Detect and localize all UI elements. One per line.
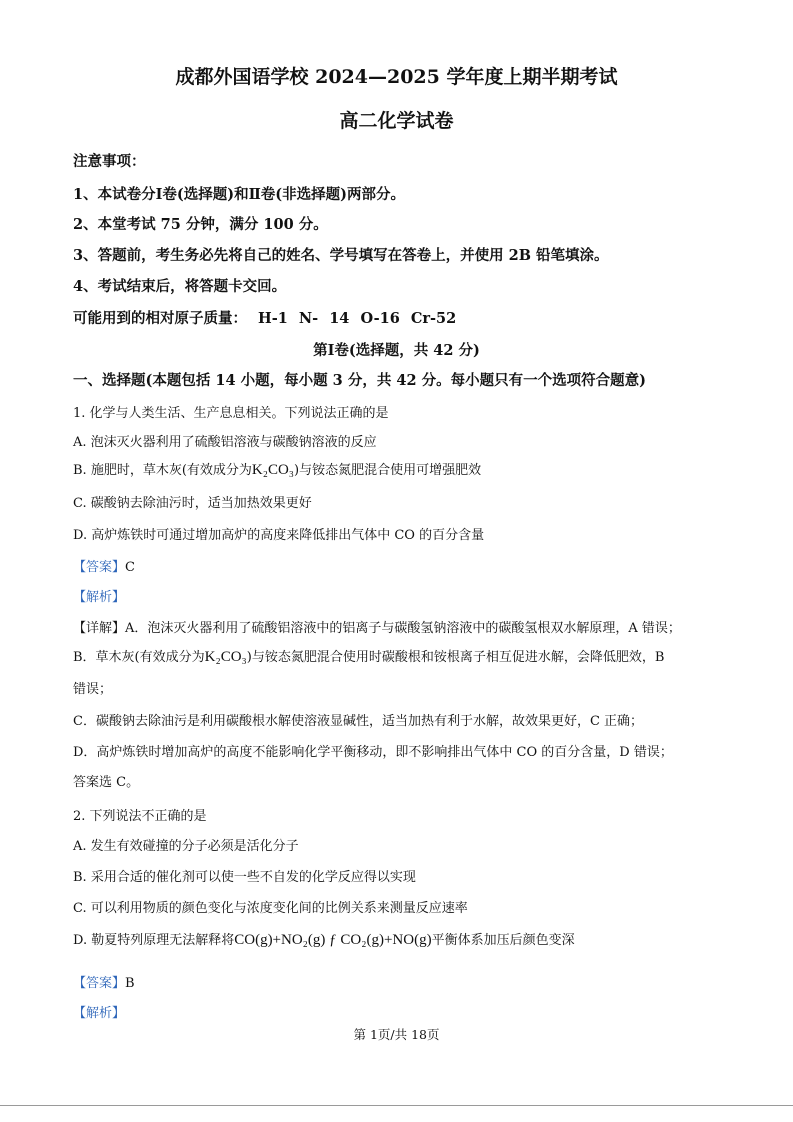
page-title: 成都外国语学校 2024—2025 学年度上期半期考试 — [175, 66, 618, 88]
answer-tag: 【答案】 — [73, 560, 126, 575]
answer-line — [73, 972, 135, 991]
question-1-stem: 1. 化学与人类生活、生产息息相关。下列说法正确的是 — [73, 406, 389, 421]
section-title: 第Ⅰ卷(选择题，共 42 分) — [313, 342, 480, 359]
chemical-formula: K₂CO₃ — [251, 462, 295, 478]
option-text: 平衡体系加压后颜色变深 — [431, 933, 575, 948]
question-1-option-a: A. 泡沫灭火器利用了硫酸铝溶液与碳酸钠溶液的反应 — [73, 435, 377, 450]
answer-value: B — [125, 976, 135, 991]
chemical-equation: CO(g)+NO₂(g) ƒ CO₂(g)+NO(g) — [234, 932, 432, 948]
notice-item: 1、本试卷分Ⅰ卷(选择题)和Ⅱ卷(非选择题)两部分。 — [73, 186, 406, 203]
atomic-mass-line: 可能用到的相对原子质量： H-1 N- 14 O-16 Cr-52 — [73, 310, 457, 327]
detail-c: C．碳酸钠去除油污是利用碳酸根水解使溶液显碱性，适当加热有利于水解，故效果更好，C 正确； — [73, 714, 644, 729]
notice-heading: 注意事项： — [73, 153, 146, 170]
page-subtitle: 高二化学试卷 — [339, 110, 454, 132]
question-2-option-d — [73, 929, 575, 949]
detail-text: A．泡沫灭火器利用了硫酸铝溶液中的铝离子与碳酸氢钠溶液中的碳酸氢根双水解原理，A 错误； — [125, 621, 681, 636]
question-1-option-d: D. 高炉炼铁时可通过增加高炉的高度来降低排出气体中 CO 的百分含量 — [73, 528, 485, 543]
conclusion: 答案选 C。 — [73, 775, 140, 790]
detail-b — [73, 646, 664, 666]
answer-value: C — [125, 560, 135, 575]
answer-line — [73, 556, 135, 575]
page-number: 第 1页/共 18页 — [353, 1027, 440, 1042]
question-2-option-b: B. 采用合适的催化剂可以使一些不自发的化学反应得以实现 — [73, 870, 416, 885]
chemical-formula: K₂CO₃ — [204, 649, 247, 665]
option-text: B. 施肥时，草木灰(有效成分为 — [73, 463, 252, 478]
option-text: )与铵态氮肥混合使用可增强肥效 — [294, 463, 482, 478]
notice-item: 2、本堂考试 75 分钟，满分 100 分。 — [73, 216, 328, 233]
detail-tag: 【详解】 — [73, 621, 126, 636]
option-text: D. 勒夏特列原理无法解释将 — [73, 933, 235, 948]
section-instruction: 一、选择题(本题包括 14 小题，每小题 3 分，共 42 分。每小题只有一个选项符合题意) — [73, 372, 646, 389]
detail-text: )与铵态氮肥混合使用时碳酸根和铵根离子相互促进水解，会降低肥效，B — [246, 650, 665, 665]
answer-tag: 【答案】 — [73, 976, 126, 991]
analysis-tag: 【解析】 — [73, 1006, 126, 1021]
detail-text: B．草木灰(有效成分为 — [73, 650, 205, 665]
detail-b-continued: 错误； — [73, 682, 113, 697]
question-2-option-a: A. 发生有效碰撞的分子必须是活化分子 — [73, 839, 299, 854]
analysis-tag: 【解析】 — [73, 590, 126, 605]
notice-item: 3、答题前，考生务必先将自己的姓名、学号填写在答卷上，并使用 2B 铅笔填涂。 — [73, 247, 609, 264]
question-2-option-c: C. 可以利用物质的颜色变化与浓度变化间的比例关系来测量反应速率 — [73, 901, 468, 916]
detail-d: D．高炉炼铁时增加高炉的高度不能影响化学平衡移动，即不影响排出气体中 CO 的百分含量，D 错误； — [73, 745, 673, 760]
detail-a — [73, 617, 681, 636]
page-bottom-divider — [0, 1105, 793, 1106]
question-1-option-b — [73, 459, 481, 479]
question-2-stem: 2. 下列说法不正确的是 — [73, 809, 207, 824]
notice-item: 4、考试结束后，将答题卡交回。 — [73, 278, 287, 295]
question-1-option-c: C. 碳酸钠去除油污时，适当加热效果更好 — [73, 496, 312, 511]
